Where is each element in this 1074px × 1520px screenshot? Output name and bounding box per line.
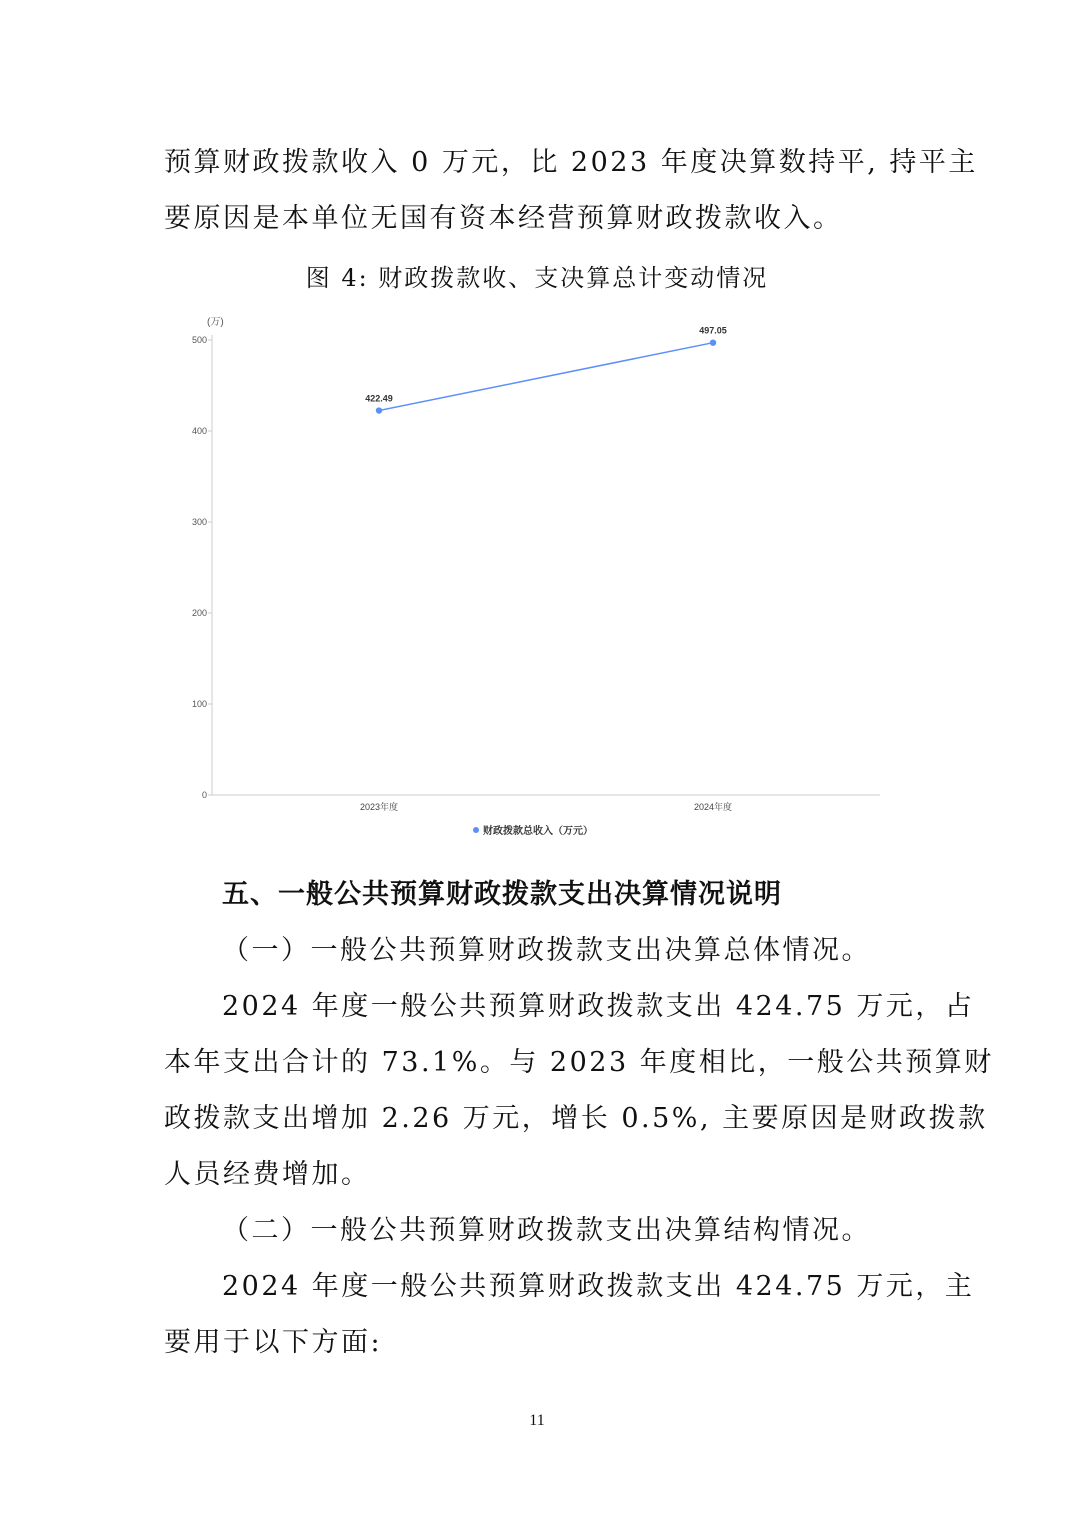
page-number: 11 [529,1412,545,1429]
paragraph-line: 预算财政拨款收入 0 万元，比 2023 年度决算数持平, 持平主 [164,147,978,178]
paragraph-line: 2024 年度一般公共预算财政拨款支出 424.75 万元，占 [222,991,975,1022]
x-tick-label: 2024年度 [693,802,733,812]
paragraph-line: 2024 年度一般公共预算财政拨款支出 424.75 万元，主 [222,1271,975,1302]
legend-label: 财政拨款总收入（万元） [483,826,593,837]
y-tick-label: 200 [191,608,207,618]
data-label: 422.49 [365,393,393,404]
data-point [710,339,716,345]
y-tick-label: 100 [191,699,207,709]
y-tick-label: 400 [191,426,207,436]
paragraph-line: 政拨款支出增加 2.26 万元，增长 0.5%, 主要原因是财政拨款 [164,1103,988,1134]
paragraph-line: 人员经费增加。 [164,1159,371,1190]
legend-marker [473,827,479,833]
line-chart [170,305,890,845]
section-heading: 五、一般公共预算财政拨款支出决算情况说明 [222,879,782,910]
series-line [379,343,713,411]
y-tick-label: 500 [191,335,207,345]
chart-legend [473,824,593,837]
y-axis-unit-label: (万) [207,317,224,328]
subsection-heading: （二）一般公共预算财政拨款支出决算结构情况。 [222,1215,871,1246]
paragraph-line: 要原因是本单位无国有资本经营预算财政拨款收入。 [164,203,843,234]
figure-caption: 图 4: 财政拨款收、支决算总计变动情况 [305,264,769,292]
data-point [376,407,382,413]
paragraph-line: 本年支出合计的 73.1%。与 2023 年度相比，一般公共预算财 [164,1047,994,1078]
x-tick-label: 2023年度 [359,802,399,812]
paragraph-line: 要用于以下方面: [164,1327,383,1358]
y-tick-label: 0 [201,790,207,800]
subsection-heading: （一）一般公共预算财政拨款支出决算总体情况。 [222,935,871,966]
y-tick-label: 300 [191,517,207,527]
data-label: 497.05 [699,325,727,336]
